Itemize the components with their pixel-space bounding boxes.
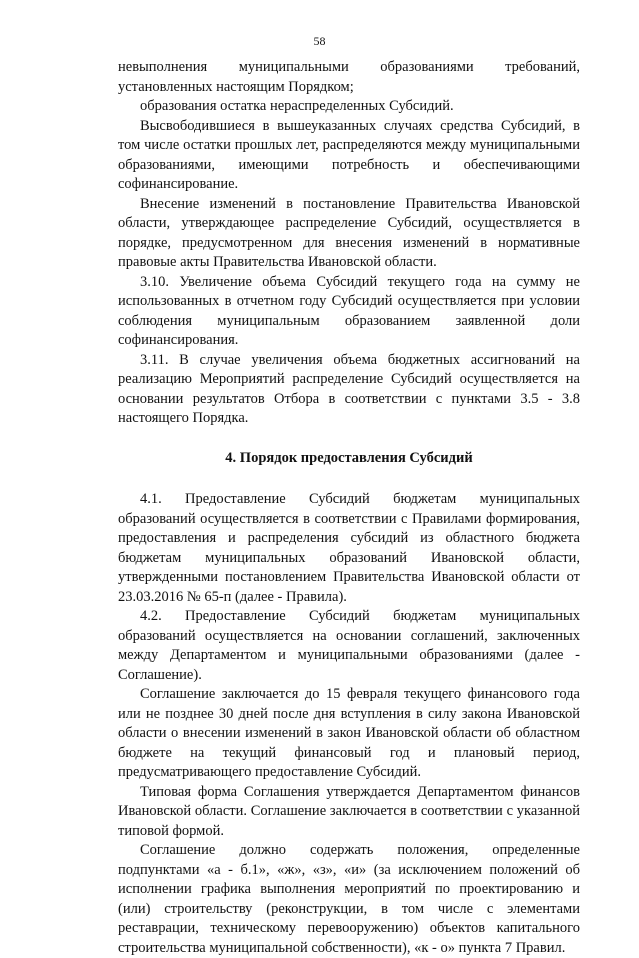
document-body: [118, 58, 580, 958]
paragraph: Высвободившиеся в вышеуказанных случаях средства Субсидий, в том числе остатки прошлых лет, распределяются между муниципальными образованиями, имеющими потребность и обеспечивающими софинансирование.: [118, 117, 580, 192]
paragraph: 3.10. Увеличение объема Субсидий текущего года на сумму не использованных в отчетном году Субсидий осуществляется при условии соблюдения муниципальным образованием заявленной доли софинансирования.: [118, 273, 580, 348]
paragraph: 4.2. Предоставление Субсидий бюджетам муниципальных образований осуществляется на основании соглашений, заключенных между Департаментом и муниципальными образованиями (далее - Соглашение).: [118, 608, 580, 683]
paragraph: Соглашение заключается до 15 февраля текущего финансового года или не позднее 30 дней после дня вступления в силу закона Ивановской области о внесении изменений в закон Ивановской области об областном бюджете на текущий финансовый год и плановый период, предусматривающего предоставление Субсидий.: [118, 686, 580, 780]
paragraph: образования остатка нераспределенных Субсидий.: [140, 98, 454, 114]
section-heading: 4. Порядок предоставления Субсидий: [225, 449, 473, 466]
paragraph: невыполнения муниципальными образованиями требований, установленных настоящим Порядком;: [118, 59, 580, 95]
paragraph: Внесение изменений в постановление Правительства Ивановской области, утверждающее распределение Субсидий, осуществляется в порядке, предусмотренном для внесения изменений в нормативные правовые акты Правительства Ивановской области.: [118, 195, 580, 270]
paragraph: 4.1. Предоставление Субсидий бюджетам муниципальных образований осуществляется в соответствии с Правилами формирования, предоставления и распределения субсидий из областного бюджета бюджетам муниципальных образований Ивановской области, утвержденными постановлением Правительства Ивановской области от 23.03.2016 № 65-п (далее - Правила).: [118, 491, 580, 605]
page-number: 58: [313, 34, 326, 48]
paragraph: Соглашение должно содержать положения, определенные подпунктами «а - б.1», «ж», «з», «и» (за исключением положений об исполнении графика выполнения мероприятий по проектированию и (или) строительству (реконструкции, в том числе с элементами реставрации, техническому перевооружению) объектов капитального строительства муниципальной собственности), «к - о» пункта 7 Правил.: [118, 842, 580, 956]
paragraph: Типовая форма Соглашения утверждается Департаментом финансов Ивановской области. Соглашение заключается в соответствии с указанной типовой формой.: [118, 783, 580, 839]
paragraph: 3.11. В случае увеличения объема бюджетных ассигнований на реализацию Мероприятий распределение Субсидий осуществляется на основании результатов Отбора в соответствии с пунктами 3.5 - 3.8 настоящего Порядка.: [118, 351, 580, 426]
